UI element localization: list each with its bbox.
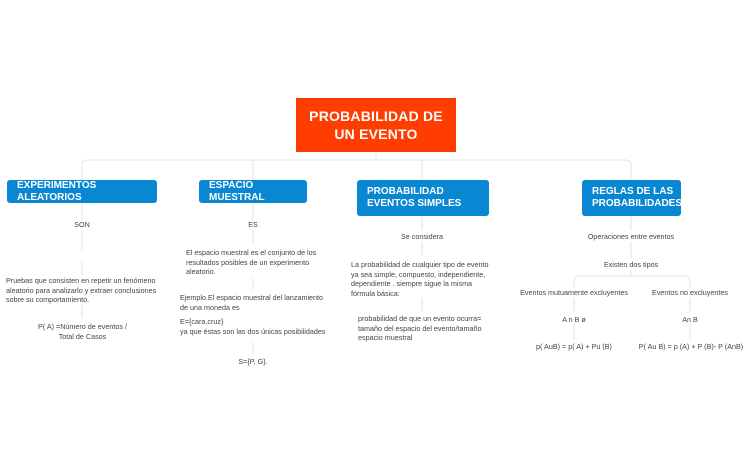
example-espacio bbox=[180, 293, 330, 336]
formula-experimentos bbox=[10, 322, 155, 341]
definition-espacio: El espacio muestral es el conjunto de los resultados posibles de un experimento aleatorio. bbox=[186, 248, 317, 276]
formula-line-1: P( A) =Número de eventos / bbox=[38, 322, 127, 331]
example-line-1: Ejemplo.El espacio muestral del lanzamiento de una moneda es bbox=[180, 293, 324, 312]
formula-line-2: Total de Casos bbox=[58, 331, 107, 341]
topic-reglas-probabilidades[interactable] bbox=[582, 180, 681, 216]
example-line-2: E={cara,cruz} bbox=[180, 317, 224, 326]
formula-no-excluyentes: P( Au B) = p (A) + P (B)- P (AnB) bbox=[638, 342, 744, 351]
topic-title: ESPACIO MUESTRAL bbox=[209, 179, 265, 203]
label-son: SON bbox=[74, 220, 90, 229]
topic-title: EXPERIMENTOS ALEATORIOS bbox=[17, 179, 97, 203]
notation-no-excluyentes: An B bbox=[682, 315, 698, 324]
example-line-3: ya que éstas son las dos únicas posibilidades bbox=[180, 326, 326, 336]
notation-mutuamente: A n B ø bbox=[562, 315, 586, 324]
topic-title: REGLAS DE LAS PROBABILIDADES bbox=[592, 186, 683, 209]
topic-probabilidad-eventos-simples[interactable] bbox=[357, 180, 489, 216]
label-es: ES bbox=[248, 220, 258, 229]
definition-experimentos: Pruebas que consisten en repetir un fenómeno aleatorio para analizarlo y extraer conclusiones sobre su comportamiento. bbox=[6, 276, 157, 304]
central-topic[interactable] bbox=[296, 98, 456, 152]
formula-eventos-simples: probabilidad de que un evento ocurra= tamaño del espacio del evento/tamaño espacio muestral bbox=[358, 314, 482, 342]
topic-espacio-muestral[interactable] bbox=[199, 180, 307, 203]
topic-title: PROBABILIDAD EVENTOS SIMPLES bbox=[367, 186, 462, 209]
label-existen-dos-tipos: Existen dos tipos bbox=[603, 260, 659, 269]
definition-eventos-simples: La probabilidad de cualquier tipo de evento ya sea simple, compuesto, independiente, dependiente . siempre sigue la misma fórmula básica: bbox=[351, 260, 489, 298]
result-espacio: S={P, G}. bbox=[238, 357, 268, 366]
central-topic-title: PROBABILIDAD DE UN EVENTO bbox=[309, 108, 443, 142]
branch-no-excluyentes: Eventos no excluyentes bbox=[652, 288, 728, 297]
topic-experimentos-aleatorios[interactable] bbox=[7, 180, 157, 203]
branch-mutuamente-excluyentes: Eventos mutuamente excluyentes bbox=[520, 288, 628, 297]
label-operaciones: Operaciones entre eventos bbox=[587, 232, 675, 241]
formula-mutuamente: p( AuB) = p( A) + Pu (B) bbox=[536, 342, 612, 351]
label-se-considera: Se considera bbox=[401, 232, 443, 241]
